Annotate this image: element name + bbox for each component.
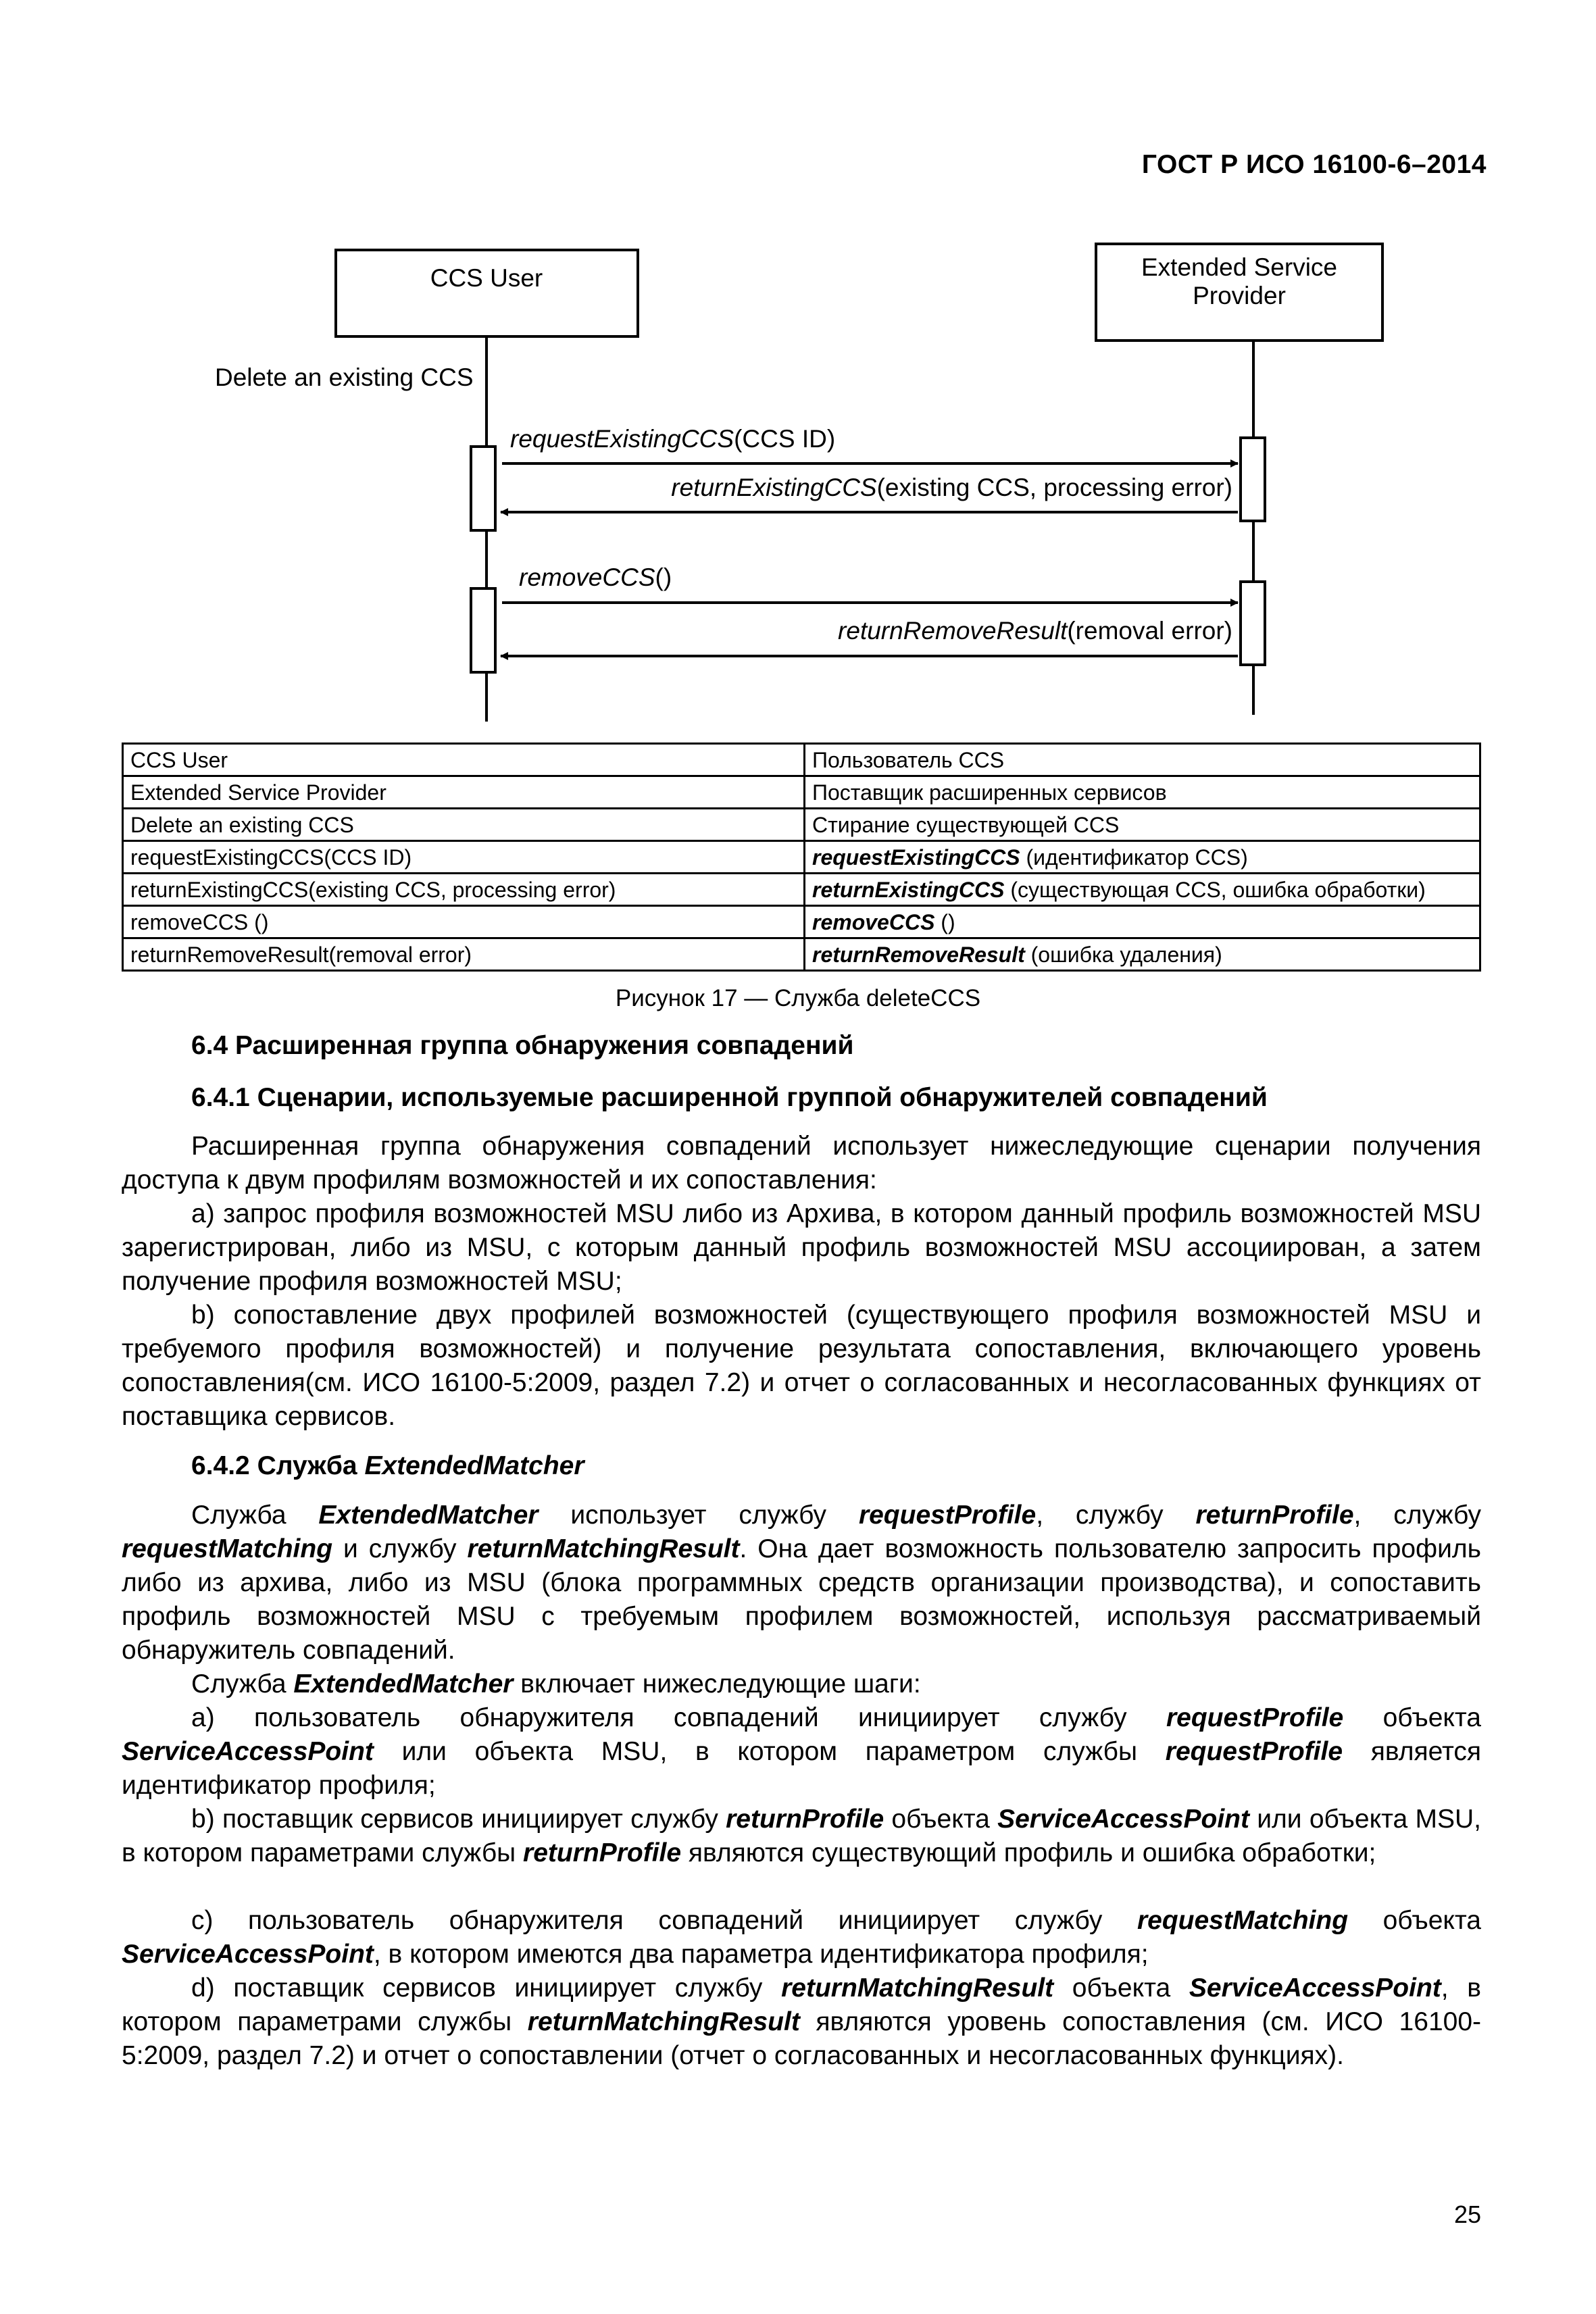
message-label-removeCCS: removeCCS()	[519, 563, 672, 591]
sequence-diagram	[0, 0, 1596, 743]
legend-ru: Стирание существующей CCS	[805, 809, 1480, 841]
activation-left-1	[471, 447, 495, 530]
legend-en: returnExistingCCS(existing CCS, processing error)	[123, 874, 805, 906]
message-label-requestExistingCCS: requestExistingCCS(CCS ID)	[510, 425, 836, 453]
step-a: a) пользователь обнаружителя совпадений инициирует службу requestProfile объекта ServiceAccessPoint или объекта MSU, в котором параметром службы requestProfile является идентификатор профиля;	[122, 1703, 1482, 1800]
lifeline-left-label: CCS User	[430, 264, 543, 292]
paragraph-intro: Расширенная группа обнаружения совпадений использует нижеследующие сценарии получения доступа к двум профилям возможностей и их сопоставления:	[122, 1132, 1481, 1194]
lifeline-right-label-line2: Provider	[1193, 282, 1286, 309]
paragraph-extendedmatcher: Служба ExtendedMatcher использует службу requestProfile, службу returnProfile, службу requestMatching и службу returnMatchingResult. Она дает возможность пользователю запросить профиль либо из архива, либо из MSU (блока программных средств организации производства), и сопоставить профиль возможностей MSU с требуемым профилем возможностей, используя рассматриваемый обнаружитель совпадений.	[122, 1501, 1481, 1665]
legend-row	[123, 938, 1480, 971]
legend-row	[123, 841, 1480, 874]
legend-row	[123, 776, 1480, 809]
legend-en: Delete an existing CCS	[123, 809, 805, 841]
legend-en: Extended Service Provider	[123, 776, 805, 809]
lifeline-left-box	[336, 250, 638, 336]
legend-row	[123, 906, 1480, 938]
lifeline-right-label-line1: Extended Service	[1141, 253, 1338, 281]
legend-ru: Пользователь CCS	[805, 744, 1480, 776]
paragraph-steps-intro: Служба ExtendedMatcher включает нижеследующие шаги:	[191, 1669, 921, 1699]
legend-en: requestExistingCCS(CCS ID)	[123, 841, 805, 874]
legend-en: CCS User	[123, 744, 805, 776]
step-d: d) поставщик сервисов инициирует службу returnMatchingResult объекта ServiceAccessPoint, в котором параметрами службы returnMatchingResult являются уровень сопоставления (см. ИСО 16100-5:2009, раздел 7.2) и отчет о сопоставлении (отчет о согласованных и несогласованных функциях).	[122, 1973, 1482, 2070]
legend-en: removeCCS ()	[123, 906, 805, 938]
scenario-label: Delete an existing CCS	[215, 363, 474, 391]
activation-left-2	[471, 588, 495, 672]
section-6-4-1-heading: 6.4.1 Сценарии, используемые расширенной группой обнаружителей совпадений	[191, 1083, 1268, 1112]
step-c: c) пользователь обнаружителя совпадений инициирует службу requestMatching объекта ServiceAccessPoint, в котором имеются два параметра идентификатора профиля;	[122, 1906, 1481, 1969]
document-standard-id: ГОСТ Р ИСО 16100-6–2014	[1141, 150, 1487, 179]
legend-ru: removeCCS ()	[805, 906, 1480, 938]
message-label-returnExistingCCS: returnExistingCCS(existing CCS, processing error)	[671, 474, 1232, 501]
legend-ru: Поставщик расширенных сервисов	[805, 776, 1480, 809]
legend-row	[123, 874, 1480, 906]
page-number: 25	[1453, 2200, 1481, 2228]
step-b: b) поставщик сервисов инициирует службу returnProfile объекта ServiceAccessPoint или объекта MSU, в котором параметрами службы returnProfile являются существующий профиль и ошибка обработки;	[122, 1805, 1481, 1867]
legend-row	[123, 744, 1480, 776]
legend-row	[123, 809, 1480, 841]
diagram-legend-table	[122, 743, 1481, 972]
message-label-returnRemoveResult: returnRemoveResult(removal error)	[838, 617, 1232, 645]
legend-ru: requestExistingCCS (идентификатор CCS)	[805, 841, 1480, 874]
activation-right-2	[1241, 582, 1265, 665]
section-6-4-heading: 6.4 Расширенная группа обнаружения совпадений	[191, 1031, 854, 1060]
legend-ru: returnRemoveResult (ошибка удаления)	[805, 938, 1480, 971]
list-item-a: a) запрос профиля возможностей MSU либо из Архива, в котором данный профиль возможностей MSU зарегистрирован, либо из MSU, с которым данный профиль возможностей MSU ассоциирован, а затем получение профиля возможностей MSU;	[122, 1199, 1481, 1296]
legend-ru: returnExistingCCS (существующая CCS, ошибка обработки)	[805, 874, 1480, 906]
section-6-4-2-heading: 6.4.2 Служба ExtendedMatcher	[191, 1451, 584, 1480]
activation-right-1	[1241, 438, 1265, 521]
legend-en: returnRemoveResult(removal error)	[123, 938, 805, 971]
list-item-b: b) сопоставление двух профилей возможностей (существующего профиля возможностей MSU и требуемого профиля возможностей) и получение результата сопоставления, включающего уровень сопоставления(см. ИСО 16100-5:2009, раздел 7.2) и отчет о согласованных и несогласованных функциях от поставщика сервисов.	[122, 1301, 1481, 1431]
figure-caption: Рисунок 17 — Служба deleteCCS	[615, 985, 981, 1011]
